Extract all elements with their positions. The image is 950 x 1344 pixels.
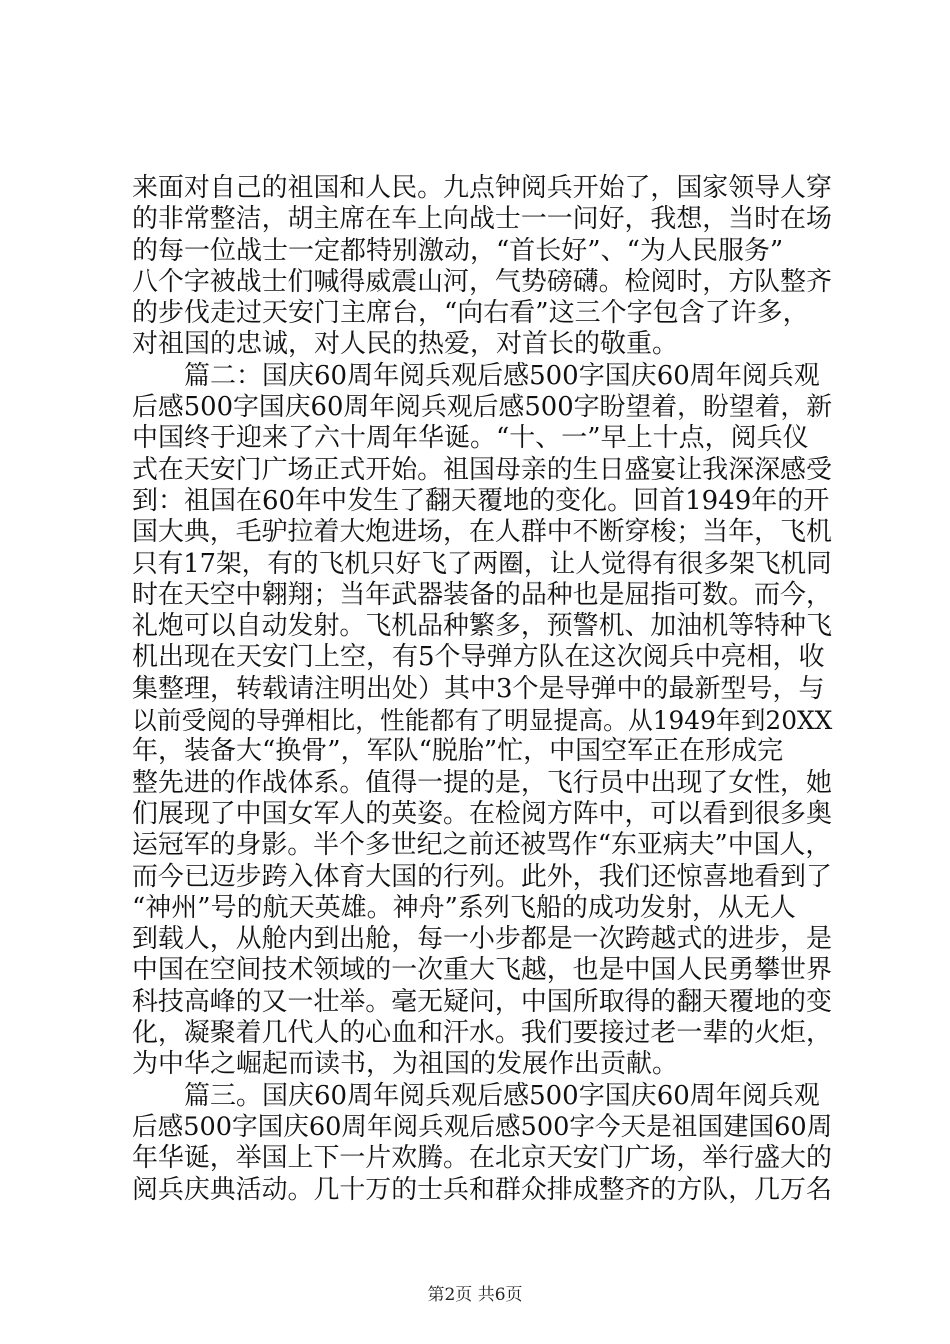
text-line: 整先进的作战体系。值得一提的是，飞行员中出现了女性，她 [132, 767, 832, 798]
text-line: 而今已迈步跨入体育大国的行列。此外，我们还惊喜地看到了 [132, 861, 832, 892]
text-line: 式在天安门广场正式开始。祖国母亲的生日盛宴让我深深感受 [132, 454, 832, 485]
body-text [132, 173, 832, 1206]
text-line: 中国终于迎来了六十周年华诞。“十、一”早上十点，阅兵仪 [132, 423, 809, 454]
text-line: 中国在空间技术领域的一次重大飞越，也是中国人民勇攀世界 [132, 955, 832, 986]
text-line: 后感500字国庆60周年阅兵观后感500字今天是祖国建国60周 [132, 1111, 833, 1142]
page-footer: 第2页 共6页 [427, 1285, 523, 1305]
text-line: 篇二：国庆60周年阅兵观后感500字国庆60周年阅兵观 [184, 360, 820, 391]
text-line: 科技高峰的又一壮举。毫无疑问，中国所取得的翻天覆地的变 [132, 986, 832, 1017]
text-line: 对祖国的忠诚，对人民的热爱，对首长的敬重。 [132, 329, 679, 360]
text-line: “神州”号的航天英雄。神舟”系列飞船的成功发射，从无人 [132, 892, 796, 923]
text-line: 运冠军的身影。半个多世纪之前还被骂作“东亚病夫”中国人， [132, 830, 832, 861]
text-line: 只有17架，有的飞机只好飞了两圈，让人觉得有很多架飞机同 [132, 548, 832, 579]
text-line: 的步伐走过天安门主席台，“向右看”这三个字包含了许多， [132, 298, 809, 329]
text-line: 篇三。国庆60周年阅兵观后感500字国庆60周年阅兵观 [184, 1080, 820, 1111]
text-line: 国大典，毛驴拉着大炮进场，在人群中不断穿梭；当年，飞机 [132, 517, 832, 548]
text-line: 阅兵庆典活动。几十万的士兵和群众排成整齐的方队，几万名 [132, 1174, 832, 1205]
text-line: 时在天空中翱翔；当年武器装备的品种也是屈指可数。而今， [132, 579, 832, 610]
text-line: 以前受阅的导弹相比，性能都有了明显提高。从1949年到20XX [132, 706, 833, 736]
text-line: 八个字被战士们喊得威震山河，气势磅礴。检阅时，方队整齐 [132, 266, 832, 297]
text-line: 的非常整洁，胡主席在车上向战士一一问好，我想，当时在场 [132, 204, 832, 235]
text-line: 机出现在天安门上空，有5个导弹方队在这次阅兵中亮相，收 [132, 642, 825, 673]
text-line: 礼炮可以自动发射。飞机品种繁多，预警机、加油机等特种飞 [132, 611, 832, 642]
text-line: 到：祖国在60年中发生了翻天覆地的变化。回首1949年的开 [132, 485, 830, 516]
text-line: 为中华之崛起而读书，为祖国的发展作出贡献。 [132, 1049, 679, 1080]
text-line: 化，凝聚着几代人的心血和汗水。我们要接过老一辈的火炬， [132, 1018, 832, 1049]
text-line: 来面对自己的祖国和人民。九点钟阅兵开始了，国家领导人穿 [132, 173, 832, 203]
text-line: 们展现了中国女军人的英姿。在检阅方阵中，可以看到很多奥 [132, 798, 832, 829]
text-line: 年，装备大“换骨”，军队“脱胎”忙，中国空军正在形成完 [132, 736, 784, 767]
text-line: 集整理，转载请注明出处）其中3个是导弹中的最新型号，与 [132, 673, 825, 704]
text-line: 后感500字国庆60周年阅兵观后感500字盼望着，盼望着，新 [132, 392, 833, 423]
text-line: 的每一位战士一定都特别激动，“首长好”、“为人民服务” [132, 235, 784, 266]
text-line: 年华诞，举国上下一片欢腾。在北京天安门广场，举行盛大的 [132, 1143, 832, 1174]
text-line: 到载人，从舱内到出舱，每一小步都是一次跨越式的进步，是 [132, 924, 832, 955]
